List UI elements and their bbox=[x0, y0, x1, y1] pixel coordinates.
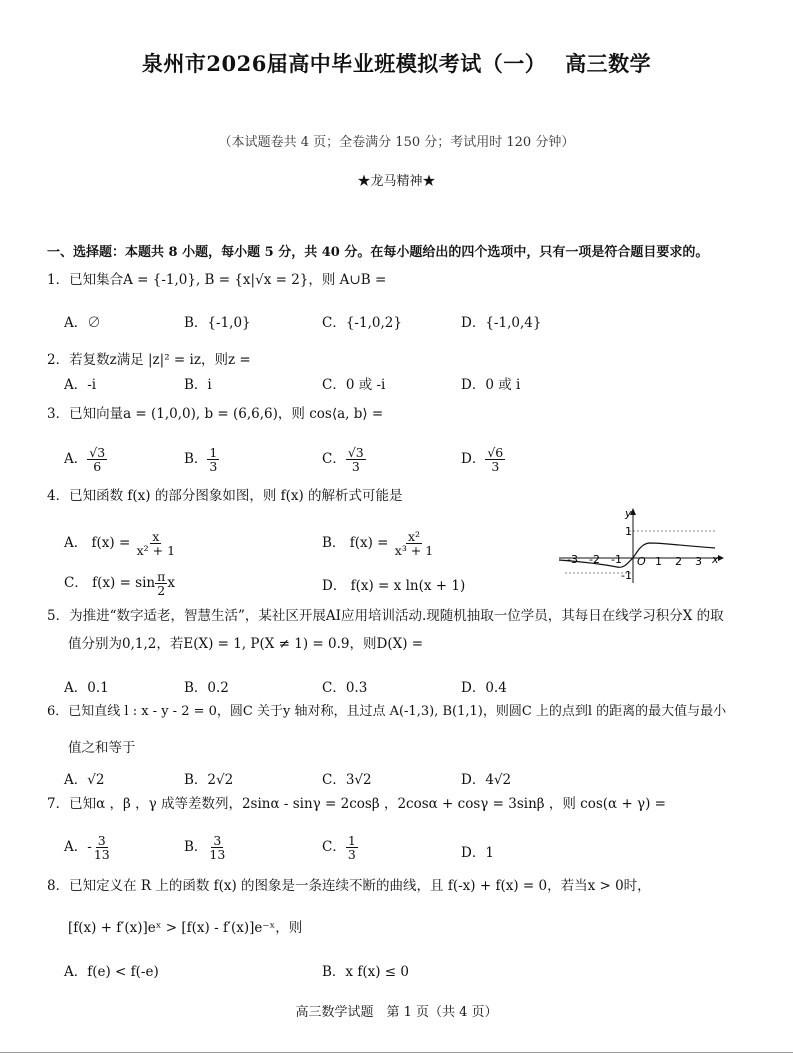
q7-stem: 7．已知α ，β ，γ 成等差数列，2sinα - sinγ = 2cosβ ，2cosα + cosγ = 3sinβ ，则 cos(α + γ) = bbox=[47, 796, 666, 812]
q3-option-b: B． $\frac{1}{3}$ bbox=[184, 445, 218, 474]
q2-stem: 2．若复数z满足 |z|² = iz，则z = bbox=[47, 352, 251, 368]
q1-option-c: C．{-1,0,2} bbox=[322, 315, 402, 331]
page-footer: 高三数学试题 第 1 页（共 4 页） bbox=[295, 1005, 498, 1020]
origin-label: O bbox=[637, 555, 646, 568]
q2-option-b: B．i bbox=[184, 377, 212, 393]
q6-stem-line2: 值之和等于 bbox=[68, 740, 136, 756]
q3-option-d: D． $\frac{√6}{3}$ bbox=[461, 445, 504, 474]
q5-option-d: D．0.4 bbox=[461, 680, 507, 696]
x-tick-label: -3 bbox=[567, 553, 578, 566]
q7-option-d: D．1 bbox=[461, 845, 494, 861]
q6-stem-line1: 6．已知直线 l : x - y - 2 = 0，圆C 关于y 轴对称，且过点 A(-1,3), B(1,1)，则圆C 上的点到l 的距离的最大值与最小 bbox=[47, 704, 727, 719]
x-tick-label: 2 bbox=[675, 555, 682, 568]
y-axis-label: y bbox=[625, 507, 632, 520]
q8-option-b: B．x f(x) ≤ 0 bbox=[322, 964, 409, 980]
x-axis-arrow bbox=[718, 555, 724, 561]
q3-stem: 3．已知向量a = (1,0,0), b = (6,6,6)，则 cos⟨a, b⟩ = bbox=[47, 406, 384, 422]
section-heading: 一、选择题：本题共 8 小题，每小题 5 分，共 40 分。在每小题给出的四个选项中，只有一项是符合题目要求的。 bbox=[47, 245, 709, 260]
q2-option-d: D．0 或 i bbox=[461, 377, 521, 393]
q5-option-c: C．0.3 bbox=[322, 680, 368, 696]
x-axis-label: x bbox=[712, 553, 719, 566]
q6-option-c: C．3√2 bbox=[322, 772, 372, 788]
q4-option-a: A． f(x) = $\frac{x}{\text{x² + 1}}$ bbox=[64, 529, 176, 558]
q5-option-a: A．0.1 bbox=[64, 680, 109, 696]
q5-stem-line1: 5．为推进“数字适老，智慧生活”，某社区开展AI应用培训活动.现随机抽取一位学员，其每日在线学习积分X 的取 bbox=[47, 608, 724, 624]
y-tick-label: 1 bbox=[625, 525, 632, 538]
q4-option-b: B． f(x) = $\frac{\text{x²}}{\text{x³ + 1}}$ bbox=[322, 529, 434, 558]
page-bottom-divider bbox=[0, 1052, 793, 1053]
x-tick-label: 1 bbox=[655, 555, 662, 568]
x-tick-label: -1 bbox=[611, 553, 622, 566]
q7-option-c: C． $\frac{1}{3}$ bbox=[322, 833, 356, 862]
q5-option-b: B．0.2 bbox=[184, 680, 229, 696]
q2-option-c: C．0 或 -i bbox=[322, 377, 386, 393]
q8-option-a: A．f(e) < f(-e) bbox=[64, 964, 159, 980]
q1-stem: 1．已知集合A = {-1,0}, B = {x|√x = 2}，则 A∪B = bbox=[47, 272, 387, 288]
q6-option-d: D．4√2 bbox=[461, 772, 512, 788]
q3-option-a: A． $\frac{√3}{6}$ bbox=[64, 445, 106, 474]
q8-stem-line1: 8．已知定义在 R 上的函数 f(x) 的图象是一条连续不断的曲线，且 f(-x) + f(x) = 0，若当x > 0时， bbox=[47, 878, 651, 894]
q1-option-a: A．∅ bbox=[64, 315, 101, 331]
q6-option-b: B．2√2 bbox=[184, 772, 234, 788]
y-tick-label: -1 bbox=[621, 569, 632, 582]
exam-info: （本试题卷共 4 页；全卷满分 150 分；考试用时 120 分钟） bbox=[218, 135, 575, 150]
q5-stem-line2: 值分别为0,1,2，若E(X) = 1, P(X ≠ 1) = 0.9，则D(X) = bbox=[68, 636, 424, 652]
q7-option-b: B． $\frac{3}{13}$ bbox=[184, 833, 226, 862]
q6-option-a: A．√2 bbox=[64, 772, 105, 788]
q2-option-a: A．-i bbox=[64, 377, 97, 393]
q4-stem: 4．已知函数 f(x) 的部分图象如图，则 f(x) 的解析式可能是 bbox=[47, 488, 403, 504]
page-title: 泉州市2026届高中毕业班模拟考试（一） 高三数学 bbox=[141, 51, 652, 76]
x-tick-label: -2 bbox=[589, 553, 600, 566]
q7-option-a: A．- $\frac{3}{13}$ bbox=[64, 833, 110, 862]
x-tick-label: 3 bbox=[695, 555, 702, 568]
motto: ★龙马精神★ bbox=[357, 174, 436, 189]
q4-option-d: D． f(x) = x ln(x + 1) bbox=[322, 578, 466, 594]
q8-stem-line2: [f(x) + f′(x)]eˣ > [f(x) - f′(x)]e⁻ˣ，则 bbox=[68, 920, 303, 936]
q1-option-d: D．{-1,0,4} bbox=[461, 315, 542, 331]
q3-option-c: C． $\frac{√3}{3}$ bbox=[322, 445, 364, 474]
q4-function-graph bbox=[555, 505, 725, 585]
q1-option-b: B．{-1,0} bbox=[184, 315, 251, 331]
q4-option-c: C． f(x) = sin $\frac{\pi}{2}$ x bbox=[64, 569, 175, 598]
